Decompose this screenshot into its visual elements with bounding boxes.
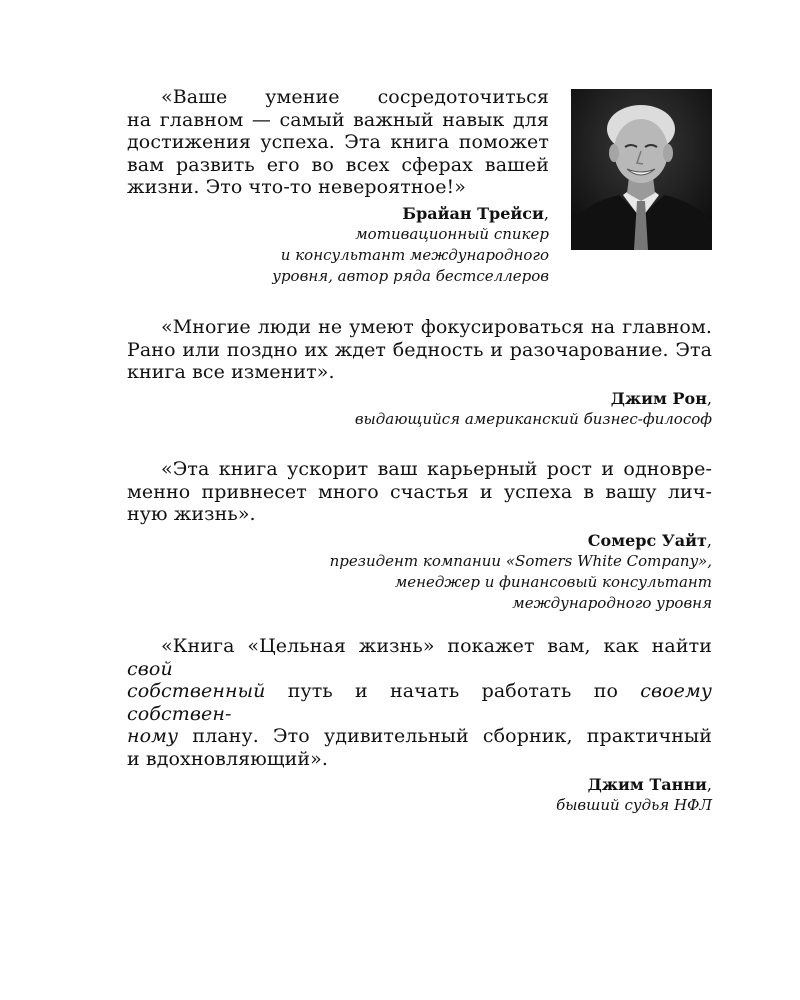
quote-line: и вдохновляющий».	[127, 747, 329, 770]
quote-line: собственный путь и начать работать по своему собствен-	[127, 680, 712, 725]
quote-line: ную жизнь».	[127, 503, 256, 525]
quote-line: ному плану. Это удивительный сборник, практичный	[127, 725, 712, 747]
quote-somers-white	[127, 458, 712, 614]
quote-text	[127, 316, 712, 384]
quote-line: менно привнесет много счастья и успеха в вашу лич-	[127, 480, 712, 503]
author-role: выдающийся американский бизнес-философ	[354, 409, 712, 428]
quote-line: книга все изменит».	[127, 361, 335, 383]
quote-line: вам развить его во всех сферах вашей	[127, 153, 549, 176]
quote-line: жизни. Это что-то невероятное!»	[127, 176, 467, 198]
author-role: президент компании «Somers White Company»,	[329, 551, 712, 570]
author-role: уровня, автор ряда бестселлеров	[272, 266, 549, 285]
author-name: Сомерс Уайт,	[587, 530, 712, 550]
quote-line: «Книга «Цельная жизнь» покажет вам, как найти свой	[127, 635, 712, 680]
quote-brian-tracy	[127, 86, 549, 287]
attribution	[127, 774, 712, 816]
author-portrait-photo	[571, 89, 712, 250]
attribution	[127, 530, 712, 614]
author-role: и консультант международного	[280, 245, 549, 264]
author-role: менеджер и финансовый консультант	[394, 572, 712, 591]
author-role: международного уровня	[512, 593, 712, 612]
author-name: Джим Танни,	[587, 775, 712, 794]
attribution	[127, 388, 712, 430]
quote-line: Рано или поздно их ждет бедность и разочарование. Эта	[127, 338, 712, 361]
quote-line: «Эта книга ускорит ваш карьерный рост и одновре-	[161, 458, 712, 480]
portrait-image	[571, 89, 712, 250]
author-role: мотивационный спикер	[355, 224, 549, 243]
quote-jim-rohn	[127, 316, 712, 430]
quote-text	[127, 458, 712, 526]
quote-line: достижения успеха. Эта книга поможет	[127, 131, 549, 153]
quote-line: на главном — самый важный навык для	[127, 108, 549, 131]
attribution	[127, 203, 549, 287]
quote-line: «Многие люди не умеют фокусироваться на главном.	[161, 316, 712, 338]
quote-text	[127, 635, 712, 770]
quote-line: «Ваше умение сосредоточиться	[161, 86, 549, 108]
author-name: Джим Рон,	[610, 388, 712, 408]
quote-text	[127, 86, 549, 199]
author-name: Брайан Трейси,	[402, 203, 549, 223]
author-role: бывший судья НФЛ	[556, 796, 712, 814]
quote-jim-tunney	[127, 635, 712, 816]
